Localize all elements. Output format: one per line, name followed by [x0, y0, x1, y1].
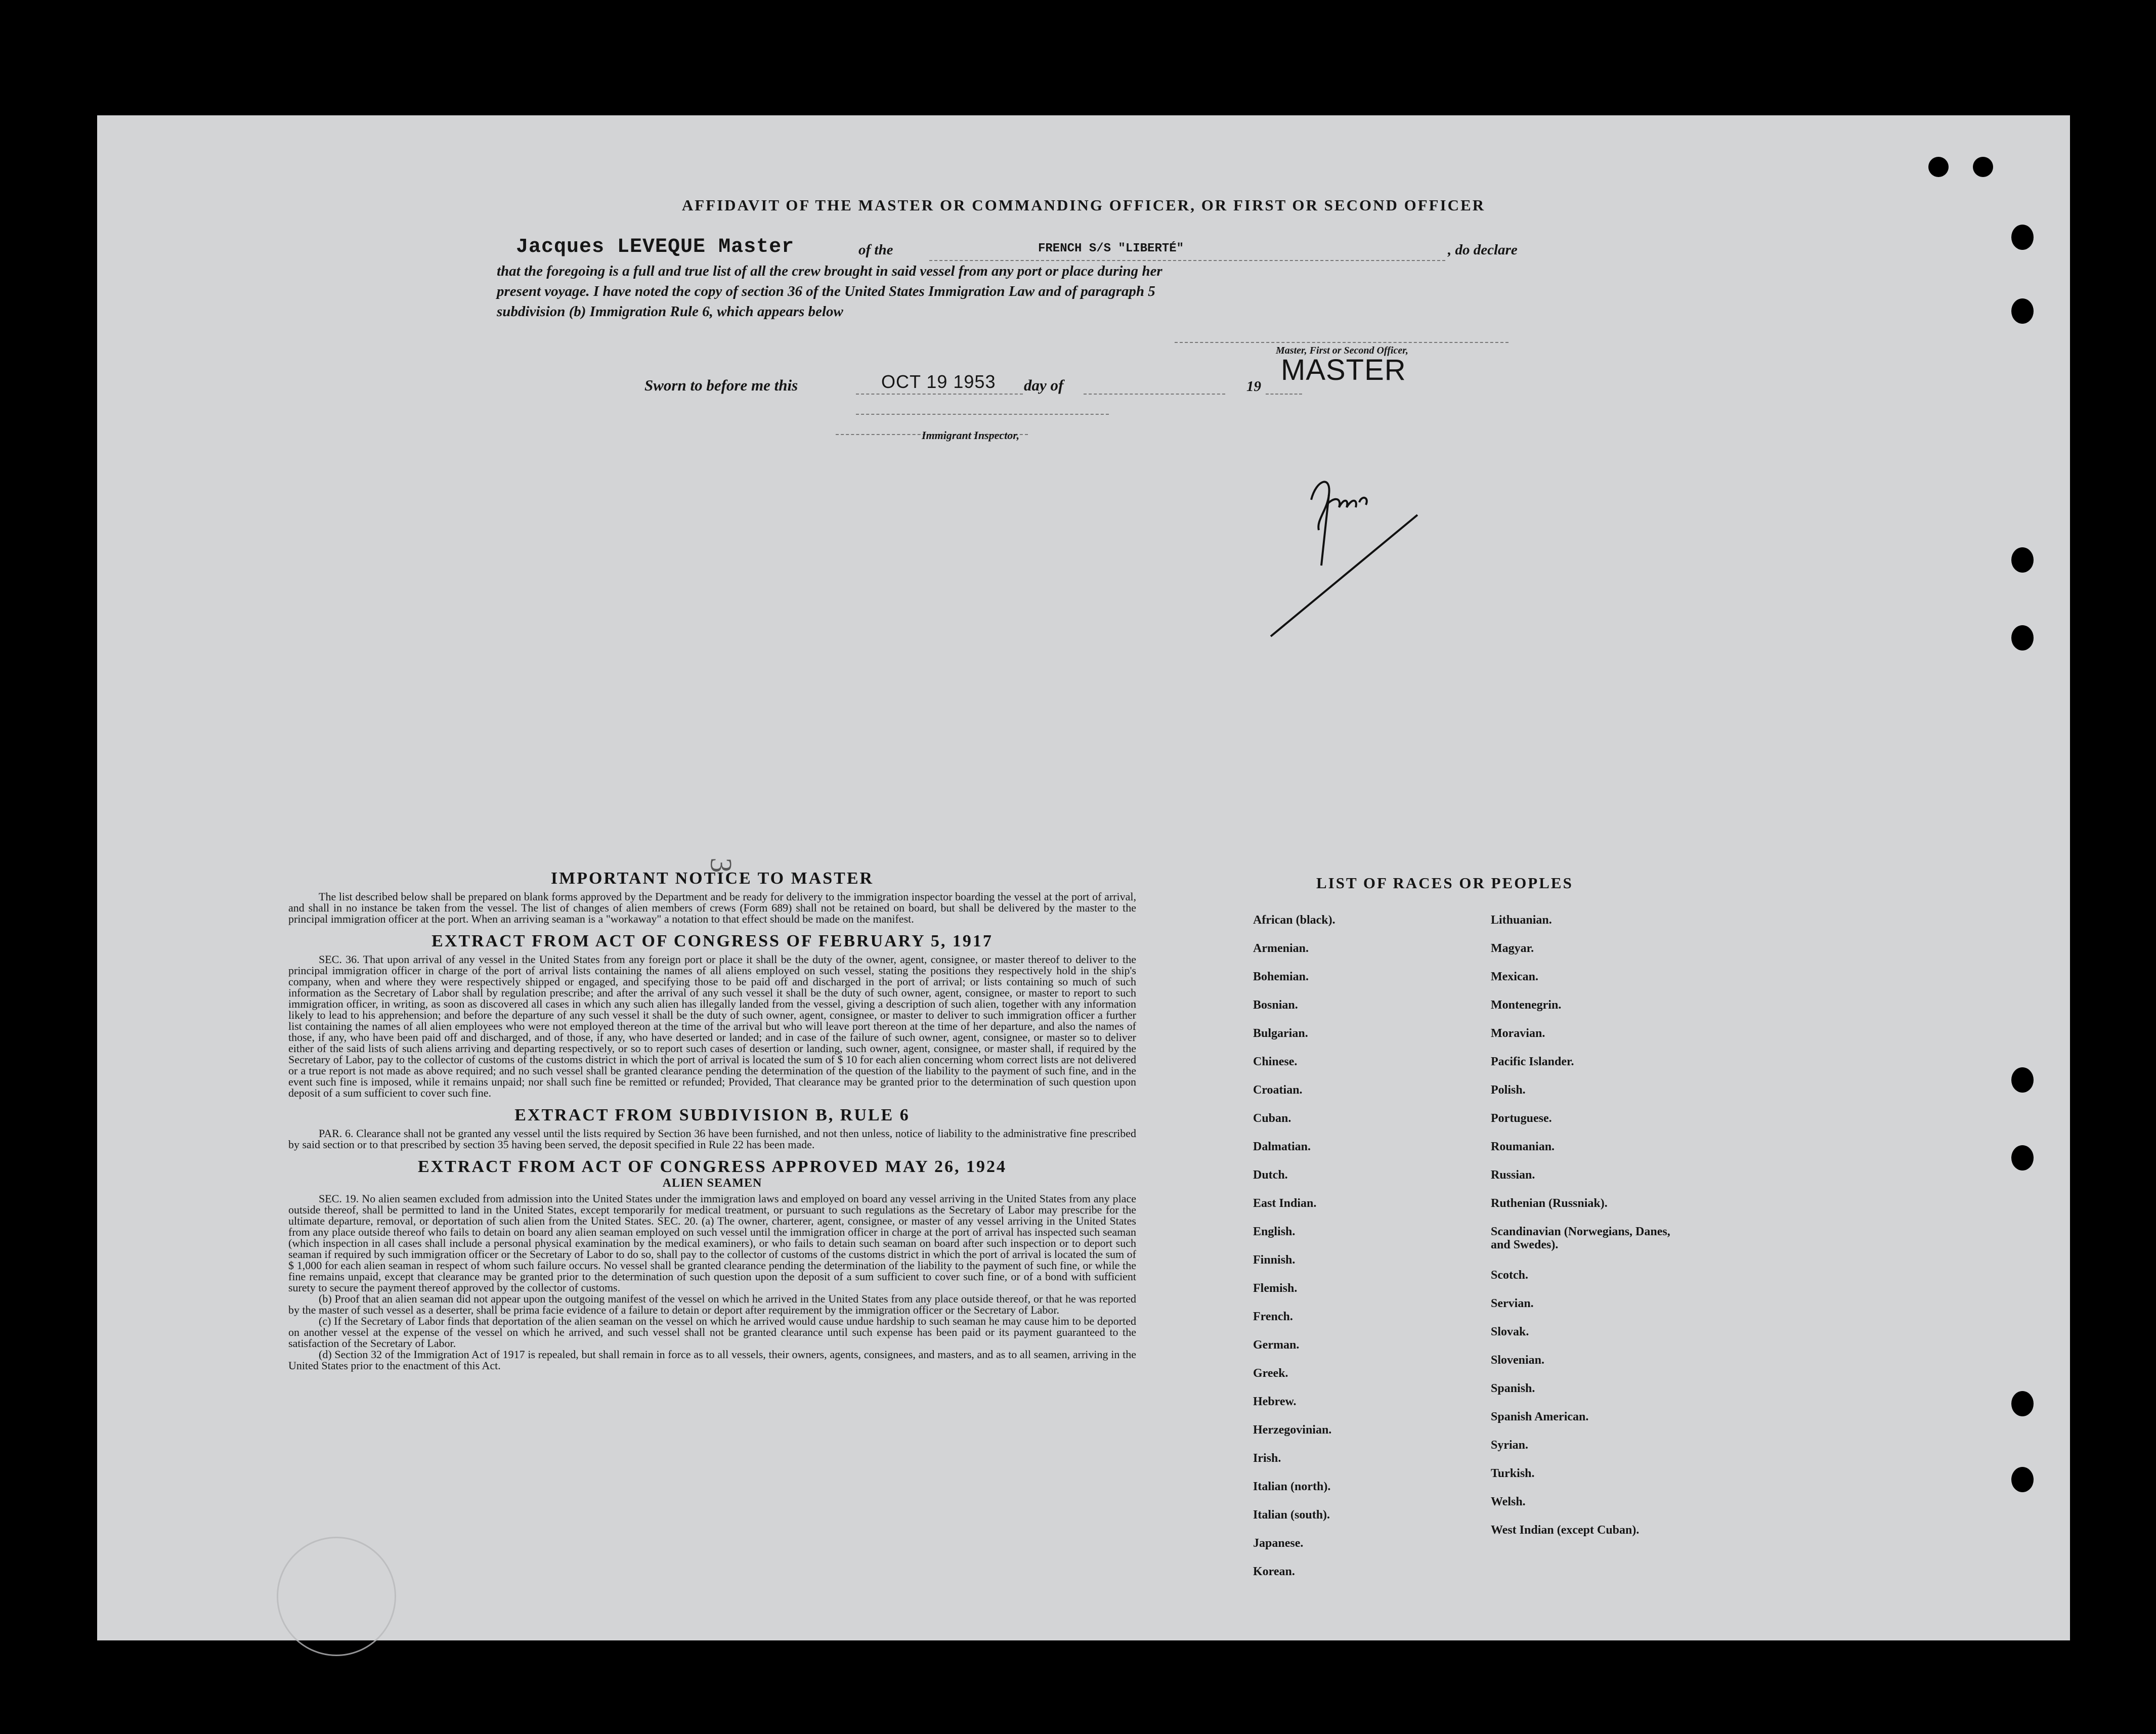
vessel-line	[929, 260, 1445, 261]
race-item: Armenian.	[1253, 942, 1309, 955]
race-item: Greek.	[1253, 1367, 1288, 1380]
race-item: Japanese.	[1253, 1537, 1304, 1550]
binder-hole	[2011, 1067, 2034, 1093]
race-item: Irish.	[1253, 1452, 1281, 1465]
race-item: Chinese.	[1253, 1055, 1298, 1068]
race-item: Flemish.	[1253, 1282, 1298, 1295]
race-item: Mexican.	[1491, 970, 1538, 983]
inspector-line	[856, 414, 1109, 415]
month-line	[1084, 394, 1225, 395]
extract3-subtitle: ALIEN SEAMEN	[662, 1177, 762, 1190]
race-item: Herzegovinian.	[1253, 1423, 1332, 1437]
extract3-b: (b) Proof that an alien seaman did not appear upon the outgoing manifest of the vessel on which he arrived in the United States from any place outside thereof, or that he was reported by the master of such vessel as a deserter, shall be prima facie evidence of a failure to detain or deport after requirement by the immigration officer or the Secretary of Labor.	[288, 1292, 1136, 1316]
race-item: Scandinavian (Norwegians, Danes, and Swedes).	[1491, 1225, 1670, 1251]
binder-hole	[2011, 1391, 2034, 1416]
handwritten-mark: 3	[704, 857, 738, 873]
race-item: Welsh.	[1491, 1495, 1526, 1508]
affidavit-line-4: subdivision (b) Immigration Rule 6, which appears below	[497, 304, 843, 320]
extract1-title: EXTRACT FROM ACT OF CONGRESS OF FEBRUARY 5, 1917	[432, 932, 993, 950]
document-page	[97, 115, 2070, 1640]
master-name: Jacques LEVEQUE Master	[516, 236, 795, 258]
extract3-c: (c) If the Secretary of Labor finds that deportation of the alien seaman on the vessel on which he arrived would cause undue hardship to such seaman he may cause him to be deported on another vessel at the expense of the vessel on which he arrived, and such vessel shall not be granted clearance until such expense has been paid or its payment guaranteed to the satisfaction of the Secretary of Labor.	[288, 1315, 1136, 1350]
race-item: Italian (south).	[1253, 1508, 1330, 1522]
race-item: Finnish.	[1253, 1253, 1296, 1267]
race-item: Roumanian.	[1491, 1140, 1555, 1153]
binder-hole	[2011, 1145, 2034, 1171]
race-item: Polish.	[1491, 1083, 1526, 1097]
extract1-text: SEC. 36. That upon arrival of any vessel in the United States from any foreign port or place it shall be the duty of the owner, agent, consignee, or master thereof to deliver to the principal immigration officer in charge of the port of arrival lists containing the names of all aliens employed on such vessel, stating the positions they respectively hold in the ship's company, when and where they were respectively shipped or engaged, and specifying those to be paid off and discharged in the port of arrival; or lists containing so much of such information as the Secretary of Labor shall by regulation prescribe; and after the arrival of any such vessel it shall be the duty of such owner, agent, consignee, or master to report to such immigration officer, in writing, as soon as discovered all cases in which any such alien has illegally landed from the vessel, giving a description of such alien, together with any information likely to lead to his apprehension; and before the departure of any such vessel it shall be the duty of such owner, agent, consignee, or master to deliver to such immigration officer a further list containing the names of all alien employees who were not employed thereon at the time of the arrival but who will leave port thereon at the time of her departure, and also the names of those, if any, who have been paid off and discharged, and of those, if any, who have deserted or landed; and in case of the failure of such owner, agent, consignee, or master so to deliver either of the said lists of such aliens arriving and departing respectively, or so to report such cases of desertion or landing, such owner, agent, consignee, or master shall, if required by the Secretary of Labor, pay to the collector of customs of the customs district in which the port of arrival is located the sum of $ 10 for each alien concerning whom correct lists are not delivered or a true report is not made as above required; and no such vessel shall be granted clearance pending the determination of the question of the liability to the payment of such fine, and in the event such fine is imposed, while it remains unpaid; nor shall such fine be remitted or refunded; Provided, That clearance may be granted prior to the determination of such question upon deposit of a sum sufficient to cover such fine.	[288, 953, 1136, 1099]
race-item: Italian (north).	[1253, 1480, 1331, 1493]
binder-hole	[1928, 157, 1949, 177]
race-item: English.	[1253, 1225, 1296, 1238]
extract2-text: PAR. 6. Clearance shall not be granted any vessel until the lists required by Section 36 have been furnished, and not then unless, notice of liability to the administrative fine prescribed by said section or to that prescribed by section 35 having been served, the deposit specified in Rule 22 has been made.	[288, 1127, 1136, 1151]
race-item: Servian.	[1491, 1297, 1534, 1310]
race-item: Cuban.	[1253, 1112, 1291, 1125]
affidavit-line-3: present voyage. I have noted the copy of section 36 of the United States Immigration Law and of paragraph 5	[497, 283, 1155, 299]
race-item: Croatian.	[1253, 1083, 1303, 1097]
race-item: West Indian (except Cuban).	[1491, 1524, 1640, 1537]
inspector-label: Immigrant Inspector,	[922, 429, 1020, 442]
race-item: Moravian.	[1491, 1027, 1545, 1040]
binder-hole	[2011, 547, 2034, 573]
officer-signature-line	[1175, 342, 1508, 343]
race-item: Korean.	[1253, 1565, 1295, 1578]
extract3-title: EXTRACT FROM ACT OF CONGRESS APPROVED MAY 26, 1924	[417, 1157, 1007, 1176]
date-stamp: OCT 19 1953	[881, 371, 996, 392]
binder-hole	[2011, 298, 2034, 324]
race-item: Magyar.	[1491, 942, 1534, 955]
races-title: LIST OF RACES OR PEOPLES	[1316, 874, 1573, 892]
notice-title: IMPORTANT NOTICE TO MASTER	[550, 869, 874, 888]
race-item: French.	[1253, 1310, 1293, 1323]
day-of-label: day of	[1024, 376, 1064, 394]
notice-block	[288, 869, 1136, 1371]
sworn-day-line	[856, 394, 1023, 395]
official-seal	[277, 1537, 396, 1656]
binder-hole	[2011, 625, 2034, 651]
race-item: Ruthenian (Russniak).	[1491, 1197, 1608, 1210]
year-line	[1266, 394, 1302, 395]
extract2-title: EXTRACT FROM SUBDIVISION B, RULE 6	[514, 1106, 910, 1124]
declare-label: , do declare	[1448, 242, 1518, 258]
of-the-label: of the	[858, 242, 893, 258]
binder-hole	[2011, 225, 2034, 250]
rank-stamp: MASTER	[1281, 354, 1406, 386]
race-item: Bohemian.	[1253, 970, 1309, 983]
officer-label: Master, First or Second Officer,	[1276, 345, 1408, 356]
race-item: Russian.	[1491, 1168, 1535, 1182]
race-item: Bosnian.	[1253, 999, 1298, 1012]
race-item: Syrian.	[1491, 1439, 1529, 1452]
race-item: German.	[1253, 1338, 1300, 1352]
race-item: Slovenian.	[1491, 1354, 1545, 1367]
race-item: Bulgarian.	[1253, 1027, 1308, 1040]
race-item: Slovak.	[1491, 1325, 1529, 1338]
binder-hole	[2011, 1467, 2034, 1492]
sworn-label: Sworn to before me this	[644, 376, 798, 394]
affidavit-title: AFFIDAVIT OF THE MASTER OR COMMANDING OFFICER, OR FIRST OR SECOND OFFICER	[681, 196, 1486, 214]
vessel-name: FRENCH S/S "LIBERTÉ"	[1038, 242, 1184, 255]
extract3-d: (d) Section 32 of the Immigration Act of 1917 is repealed, but shall remain in force as to all vessels, their owners, agents, consignees, and masters, and as to all seamen, arriving in the United States prior to the enactment of this Act.	[288, 1348, 1136, 1372]
binder-hole	[1973, 157, 1993, 177]
race-item: Spanish.	[1491, 1382, 1535, 1395]
affidavit-line-2: that the foregoing is a full and true list of all the crew brought in said vessel from any port or place during her	[497, 263, 1162, 279]
master-signature	[1240, 399, 1433, 652]
race-item: East Indian.	[1253, 1197, 1317, 1210]
race-item: Dalmatian.	[1253, 1140, 1311, 1153]
extract3-text: SEC. 19. No alien seamen excluded from admission into the United States under the immigration laws and employed on board any vessel arriving in the United States from any place outside thereof, shall be permitted to land in the United States, except temporarily for medical treatment, or pursuant to such regulations as the Secretary of Labor may prescribe for the ultimate departure, removal, or deportation of such alien from the United States. SEC. 20. (a) The owner, charterer, agent, consignee, or master of any vessel arriving in the United States from any place outside thereof who fails to detain on board any alien seaman employed on such vessel until the immigration officer in charge at the port of arrival has inspected such seaman (which inspection in all cases shall include a personal physical examination by the medical examiners), or who fails to detain such seaman on board after such inspection or to deport such seaman if required by such immigration officer or the Secretary of Labor to do so, shall pay to the collector of customs of the customs district in which the port of arrival is located the sum of $ 1,000 for each alien seaman in respect of whom such failure occurs. No vessel shall be granted clearance pending the determination of the liability to the payment of such fine, or while the fine remains unpaid, except that clearance may be granted prior to the determination of such question upon the deposit of a sum sufficient to cover such fine, or of a bond with sufficient surety to secure the payment thereof approved by the collector of customs.	[288, 1192, 1136, 1294]
race-item: Pacific Islander.	[1491, 1055, 1574, 1068]
race-item: Scotch.	[1491, 1269, 1528, 1282]
race-item: Spanish American.	[1491, 1410, 1589, 1423]
race-item: Montenegrin.	[1491, 999, 1562, 1012]
race-item: Turkish.	[1491, 1467, 1535, 1480]
race-item: Dutch.	[1253, 1168, 1288, 1182]
race-item: Lithuanian.	[1491, 914, 1552, 927]
year-prefix: 19	[1246, 378, 1261, 395]
race-item: Hebrew.	[1253, 1395, 1297, 1408]
notice-text: The list described below shall be prepared on blank forms approved by the Department and be ready for delivery to the immigration inspector boarding the vessel at the port of arrival, and shall in no instance be taken from the vessel. The list of changes of alien members of crews (Form 689) shall not be retained on board, but shall be delivered by the master to the principal immigration officer at the port. When an arriving seaman is a "workaway" a notation to that effect should be made on the manifest.	[288, 890, 1136, 925]
race-item: Portuguese.	[1491, 1112, 1552, 1125]
race-item: African (black).	[1253, 914, 1335, 927]
